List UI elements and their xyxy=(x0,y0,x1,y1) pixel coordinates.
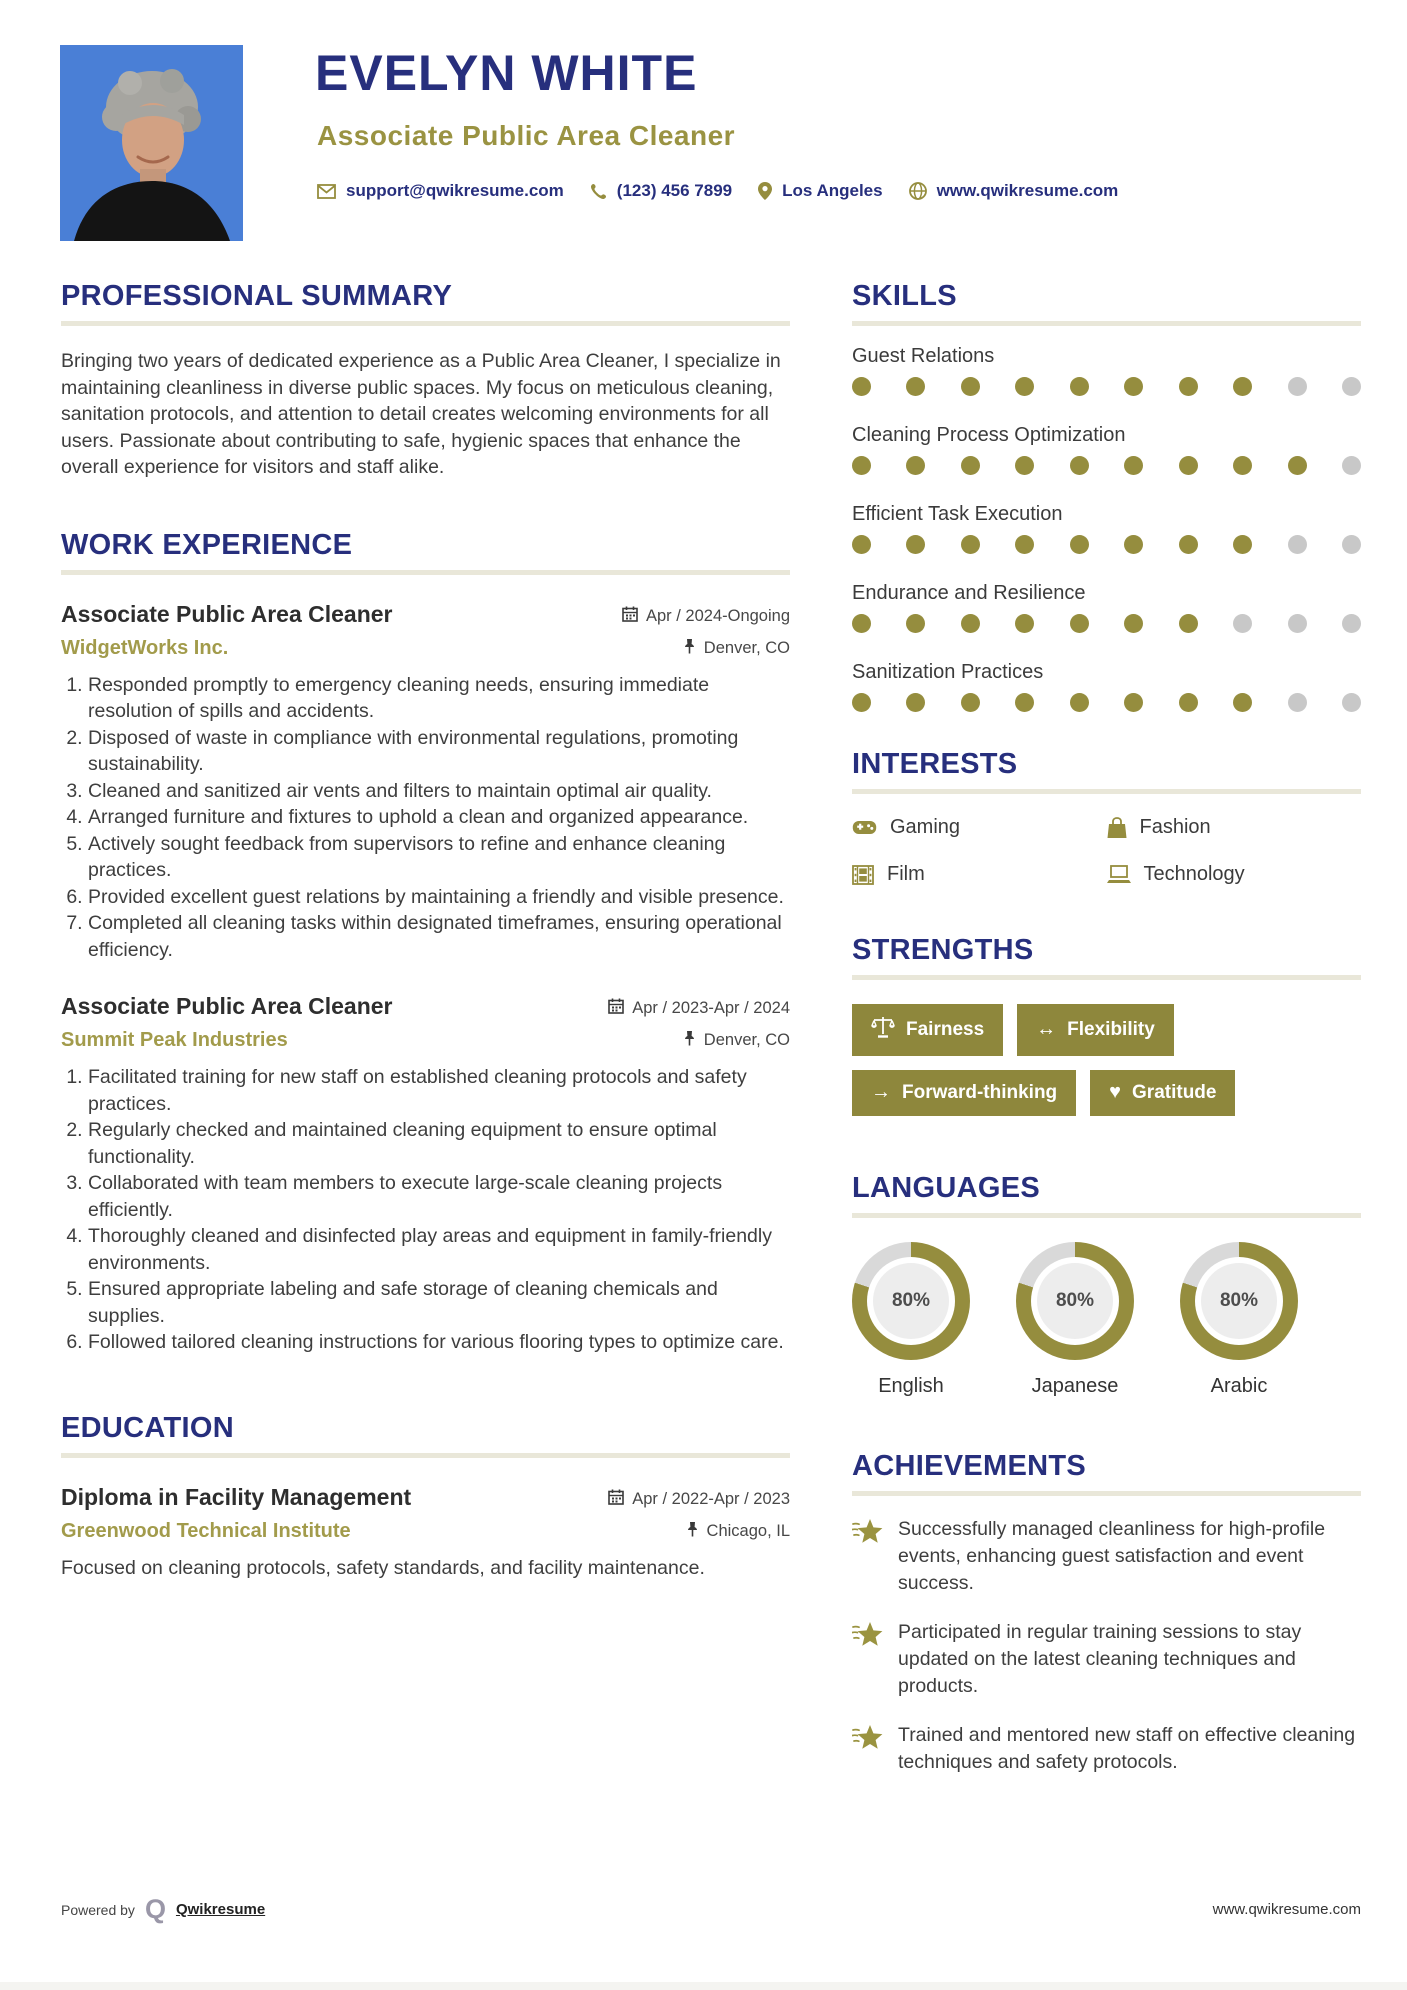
education-description: Focused on cleaning protocols, safety standards, and facility maintenance. xyxy=(61,1556,705,1579)
pushpin-icon xyxy=(686,1521,699,1542)
language-name: English xyxy=(878,1375,944,1397)
section-rule xyxy=(61,570,790,575)
heart-icon: ♥ xyxy=(1109,1081,1122,1103)
strength-chip xyxy=(1090,1070,1235,1116)
job-list xyxy=(61,601,790,1356)
language-progress-ring xyxy=(852,1242,970,1360)
achievement-item xyxy=(852,1516,1361,1597)
skills-list xyxy=(852,344,1361,712)
section-rule xyxy=(852,1491,1361,1496)
interest-label: Film xyxy=(887,863,925,885)
job-location-text: Denver, CO xyxy=(703,638,790,657)
strength-label: Forward-thinking xyxy=(902,1082,1058,1103)
skill-dot-filled xyxy=(961,535,980,554)
skill-item xyxy=(852,581,1361,633)
section-skills xyxy=(852,280,1361,712)
job-bullets xyxy=(61,672,790,964)
section-heading-strengths: STRENGTHS xyxy=(852,934,1034,966)
section-heading-skills: SKILLS xyxy=(852,280,957,312)
skill-dot-empty xyxy=(1288,535,1307,554)
skill-item xyxy=(852,660,1361,712)
job-header-row xyxy=(61,993,790,1020)
candidate-name: EVELYN WHITE xyxy=(315,45,698,101)
skill-dot-empty xyxy=(1342,535,1361,554)
job-date xyxy=(608,998,790,1019)
skill-dot-filled xyxy=(852,614,871,633)
skill-dots xyxy=(852,456,1361,475)
summary-text: Bringing two years of dedicated experience as a Public Area Cleaner, I specialize in maintaining cleanliness in diverse public spaces. My focus on meticulous cleaning, sanitation protocols, and attention to detail creates welcoming environments for all users. Passionate about contributing to safe, hygienic spaces that enhance the overall experience for visitors and staff alike. xyxy=(61,350,781,478)
skill-dot-filled xyxy=(906,377,925,396)
skill-dot-filled xyxy=(1233,693,1252,712)
film-icon xyxy=(852,865,874,885)
interest-label: Fashion xyxy=(1139,816,1211,838)
degree-title: Diploma in Facility Management xyxy=(61,1483,412,1510)
job-bullet: 7. Completed all cleaning tasks within designated timeframes, ensuring operational efficiency. xyxy=(88,910,790,963)
skill-dot-filled xyxy=(1070,535,1089,554)
profile-photo xyxy=(60,45,243,241)
section-heading-interests: INTERESTS xyxy=(852,748,1018,780)
job-date-text: Apr / 2024-Ongoing xyxy=(645,606,790,625)
skill-dot-filled xyxy=(1233,456,1252,475)
job-location-text: Denver, CO xyxy=(703,1031,790,1049)
education-entry xyxy=(61,1484,790,1582)
job-location xyxy=(683,638,790,659)
section-interests xyxy=(852,748,1361,886)
skill-dot-filled xyxy=(906,535,925,554)
skill-dot-empty xyxy=(1288,614,1307,633)
contact-email[interactable] xyxy=(317,181,564,201)
skill-dots xyxy=(852,614,1361,633)
skill-dot-filled xyxy=(1179,614,1198,633)
interest-item xyxy=(852,863,1107,886)
balance-scale-icon xyxy=(871,1016,895,1044)
job-entry xyxy=(61,601,790,964)
skill-dot-empty xyxy=(1233,614,1252,633)
education-date xyxy=(608,1489,790,1510)
skill-name: Endurance and Resilience xyxy=(852,582,1086,604)
job-subheader-row xyxy=(61,1029,790,1052)
skill-dot-filled xyxy=(1179,535,1198,554)
achievement-star-icon xyxy=(852,1619,883,1700)
calendar-icon xyxy=(608,998,624,1019)
main-column xyxy=(61,280,790,1581)
job-bullet: 5. Actively sought feedback from supervisors to refine and enhance cleaning practices. xyxy=(88,831,790,884)
achievement-text: Trained and mentored new staff on effective cleaning techniques and safety protocols. xyxy=(898,1724,1356,1773)
bottom-divider xyxy=(0,1982,1407,1990)
skill-dot-filled xyxy=(1070,614,1089,633)
side-column xyxy=(852,280,1361,1798)
skill-dot-filled xyxy=(1015,377,1034,396)
job-location xyxy=(683,1030,790,1051)
language-progress-ring xyxy=(1016,1242,1134,1360)
job-title: Associate Public Area Cleaner xyxy=(61,600,393,627)
skill-dot-filled xyxy=(1124,456,1143,475)
strength-chip xyxy=(852,1004,1003,1056)
section-heading-achievements: ACHIEVEMENTS xyxy=(852,1450,1087,1482)
skill-dot-filled xyxy=(852,456,871,475)
section-professional-summary xyxy=(61,280,790,481)
strength-label: Flexibility xyxy=(1067,1019,1155,1040)
gamepad-icon xyxy=(852,819,877,836)
profile-photo-illustration xyxy=(60,45,243,241)
contact-website[interactable] xyxy=(909,181,1119,201)
calendar-icon xyxy=(608,1489,624,1510)
contact-phone xyxy=(590,181,732,201)
strength-label: Gratitude xyxy=(1132,1082,1217,1103)
achievement-text: Successfully managed cleanliness for high-profile events, enhancing guest satisfaction and event success. xyxy=(898,1518,1326,1594)
skill-dot-filled xyxy=(1070,456,1089,475)
job-bullet: 2. Disposed of waste in compliance with environmental regulations, promoting sustainability. xyxy=(88,725,790,778)
job-bullet: 4. Arranged furniture and fixtures to uphold a clean and organized appearance. xyxy=(88,804,790,831)
section-rule xyxy=(852,1213,1361,1218)
location-pin-icon xyxy=(758,182,772,200)
section-heading-summary: PROFESSIONAL SUMMARY xyxy=(61,280,453,312)
language-percent: 80% xyxy=(1201,1263,1277,1339)
job-bullet: 1. Responded promptly to emergency cleaning needs, ensuring immediate resolution of spills and accidents. xyxy=(88,672,790,725)
contact-location xyxy=(758,181,882,201)
section-work-experience xyxy=(61,529,790,1356)
globe-icon xyxy=(909,182,927,200)
footer-website: www.qwikresume.com xyxy=(1212,1901,1361,1918)
section-rule xyxy=(852,975,1361,980)
job-bullet: 5. Ensured appropriate labeling and safe storage of cleaning chemicals and supplies. xyxy=(88,1276,790,1329)
skill-dot-filled xyxy=(906,693,925,712)
shopping-bag-icon xyxy=(1107,817,1127,839)
skill-dot-filled xyxy=(961,614,980,633)
skill-dot-empty xyxy=(1342,377,1361,396)
skill-dot-filled xyxy=(1015,456,1034,475)
job-date-text: Apr / 2023-Apr / 2024 xyxy=(632,999,790,1017)
section-rule xyxy=(61,1453,790,1458)
section-rule xyxy=(852,789,1361,794)
skill-dot-filled xyxy=(906,614,925,633)
strengths-chips xyxy=(852,1004,1361,1116)
skill-name: Sanitization Practices xyxy=(852,661,1044,683)
skill-dot-empty xyxy=(1288,377,1307,396)
skill-dot-filled xyxy=(1015,693,1034,712)
interest-label: Technology xyxy=(1143,863,1245,885)
candidate-title: Associate Public Area Cleaner xyxy=(317,120,736,151)
skill-name: Cleaning Process Optimization xyxy=(852,424,1126,446)
skill-dot-filled xyxy=(852,693,871,712)
job-bullet: 1. Facilitated training for new staff on established cleaning protocols and safety practices. xyxy=(88,1064,790,1117)
job-bullet: 4. Thoroughly cleaned and disinfected play areas and equipment in family-friendly environments. xyxy=(88,1223,790,1276)
strength-chip xyxy=(852,1070,1076,1116)
contact-phone-text: (123) 456 7899 xyxy=(616,181,733,200)
skill-dot-filled xyxy=(1179,693,1198,712)
language-item xyxy=(1016,1242,1134,1398)
skill-dot-filled xyxy=(1070,693,1089,712)
skill-dot-filled xyxy=(961,456,980,475)
email-icon xyxy=(317,184,336,199)
achievements-list xyxy=(852,1516,1361,1776)
languages-list xyxy=(852,1242,1361,1398)
language-item xyxy=(1180,1242,1298,1398)
skill-item xyxy=(852,423,1361,475)
footer-powered-by xyxy=(61,1896,265,1923)
achievement-star-icon xyxy=(852,1516,883,1597)
section-heading-languages: LANGUAGES xyxy=(852,1172,1040,1204)
skill-dot-filled xyxy=(1015,614,1034,633)
education-date-text: Apr / 2022-Apr / 2023 xyxy=(632,1489,790,1508)
skill-dot-filled xyxy=(852,535,871,554)
job-header-row xyxy=(61,601,790,628)
contact-email-text: support@qwikresume.com xyxy=(346,181,564,200)
achievement-star-icon xyxy=(852,1722,883,1776)
job-bullet: 6. Followed tailored cleaning instructions for various flooring types to optimize care. xyxy=(88,1329,790,1356)
pushpin-icon xyxy=(683,638,696,659)
job-company: WidgetWorks Inc. xyxy=(61,636,229,659)
qwikresume-link[interactable]: Qwikresume xyxy=(175,1901,266,1918)
job-bullet: 3. Cleaned and sanitized air vents and filters to maintain optimal air quality. xyxy=(88,778,790,805)
education-location-text: Chicago, IL xyxy=(706,1521,790,1540)
achievement-item xyxy=(852,1722,1361,1776)
skill-dot-filled xyxy=(1288,456,1307,475)
job-bullets xyxy=(61,1064,790,1356)
skill-name: Efficient Task Execution xyxy=(852,503,1063,525)
skill-dot-empty xyxy=(1288,693,1307,712)
section-languages xyxy=(852,1172,1361,1398)
section-achievements xyxy=(852,1450,1361,1776)
job-bullet: 2. Regularly checked and maintained cleaning equipment to ensure optimal functionality. xyxy=(88,1117,790,1170)
skill-dot-filled xyxy=(1070,377,1089,396)
skill-dot-filled xyxy=(1233,535,1252,554)
right-arrow-icon: → xyxy=(871,1081,891,1103)
language-percent: 80% xyxy=(873,1263,949,1339)
skill-dots xyxy=(852,377,1361,396)
job-title: Associate Public Area Cleaner xyxy=(61,993,393,1019)
skill-name: Guest Relations xyxy=(852,345,995,367)
interest-label: Gaming xyxy=(890,816,961,838)
job-company: Summit Peak Industries xyxy=(61,1029,288,1051)
job-date xyxy=(622,606,790,627)
education-location xyxy=(686,1521,790,1542)
job-subheader-row xyxy=(61,637,790,660)
skill-item xyxy=(852,344,1361,396)
skill-item xyxy=(852,502,1361,554)
skill-dot-filled xyxy=(1124,535,1143,554)
skill-dots xyxy=(852,535,1361,554)
interest-item xyxy=(1107,816,1362,839)
calendar-icon xyxy=(622,606,638,627)
interest-item xyxy=(852,816,1107,839)
laptop-icon xyxy=(1107,865,1131,884)
section-rule xyxy=(852,321,1361,326)
interests-grid xyxy=(852,816,1361,886)
language-name: Arabic xyxy=(1210,1375,1268,1397)
section-education xyxy=(61,1412,790,1582)
strength-chip xyxy=(1017,1004,1174,1056)
contact-location-text: Los Angeles xyxy=(782,181,883,200)
contact-bar xyxy=(317,181,1118,201)
language-item xyxy=(852,1242,970,1398)
pushpin-icon xyxy=(683,1030,696,1051)
skill-dot-filled xyxy=(1233,377,1252,396)
language-percent: 80% xyxy=(1037,1263,1113,1339)
strength-label: Fairness xyxy=(906,1019,985,1040)
qwikresume-logo-icon: Q xyxy=(144,1894,166,1924)
skill-dot-empty xyxy=(1342,614,1361,633)
job-bullet: 3. Collaborated with team members to execute large-scale cleaning projects efficiently. xyxy=(88,1170,790,1223)
interest-item xyxy=(1107,863,1362,886)
section-rule xyxy=(61,321,790,326)
section-heading-experience: WORK EXPERIENCE xyxy=(61,528,353,561)
skill-dot-filled xyxy=(1015,535,1034,554)
left-right-arrow-icon: ↔ xyxy=(1036,1018,1057,1040)
skill-dot-empty xyxy=(1342,693,1361,712)
job-bullet: 6. Provided excellent guest relations by maintaining a friendly and visible presence. xyxy=(88,884,790,911)
job-entry xyxy=(61,993,790,1356)
skill-dot-filled xyxy=(961,693,980,712)
section-heading-education: EDUCATION xyxy=(61,1411,234,1444)
skill-dot-filled xyxy=(1179,456,1198,475)
phone-icon xyxy=(590,183,607,200)
school-name: Greenwood Technical Institute xyxy=(61,1519,351,1542)
skill-dot-filled xyxy=(852,377,871,396)
skill-dot-filled xyxy=(1124,614,1143,633)
skill-dot-filled xyxy=(1124,377,1143,396)
language-progress-ring xyxy=(1180,1242,1298,1360)
skill-dot-filled xyxy=(1179,377,1198,396)
skill-dot-filled xyxy=(1124,693,1143,712)
skill-dot-empty xyxy=(1342,456,1361,475)
skill-dot-filled xyxy=(906,456,925,475)
skill-dots xyxy=(852,693,1361,712)
achievement-item xyxy=(852,1619,1361,1700)
section-strengths xyxy=(852,934,1361,1116)
powered-by-label: Powered by xyxy=(61,1901,135,1918)
language-name: Japanese xyxy=(1031,1375,1119,1397)
skill-dot-filled xyxy=(961,377,980,396)
achievement-text: Participated in regular training sessions to stay updated on the latest cleaning techniques and products. xyxy=(898,1621,1302,1697)
contact-website-text: www.qwikresume.com xyxy=(936,181,1119,200)
